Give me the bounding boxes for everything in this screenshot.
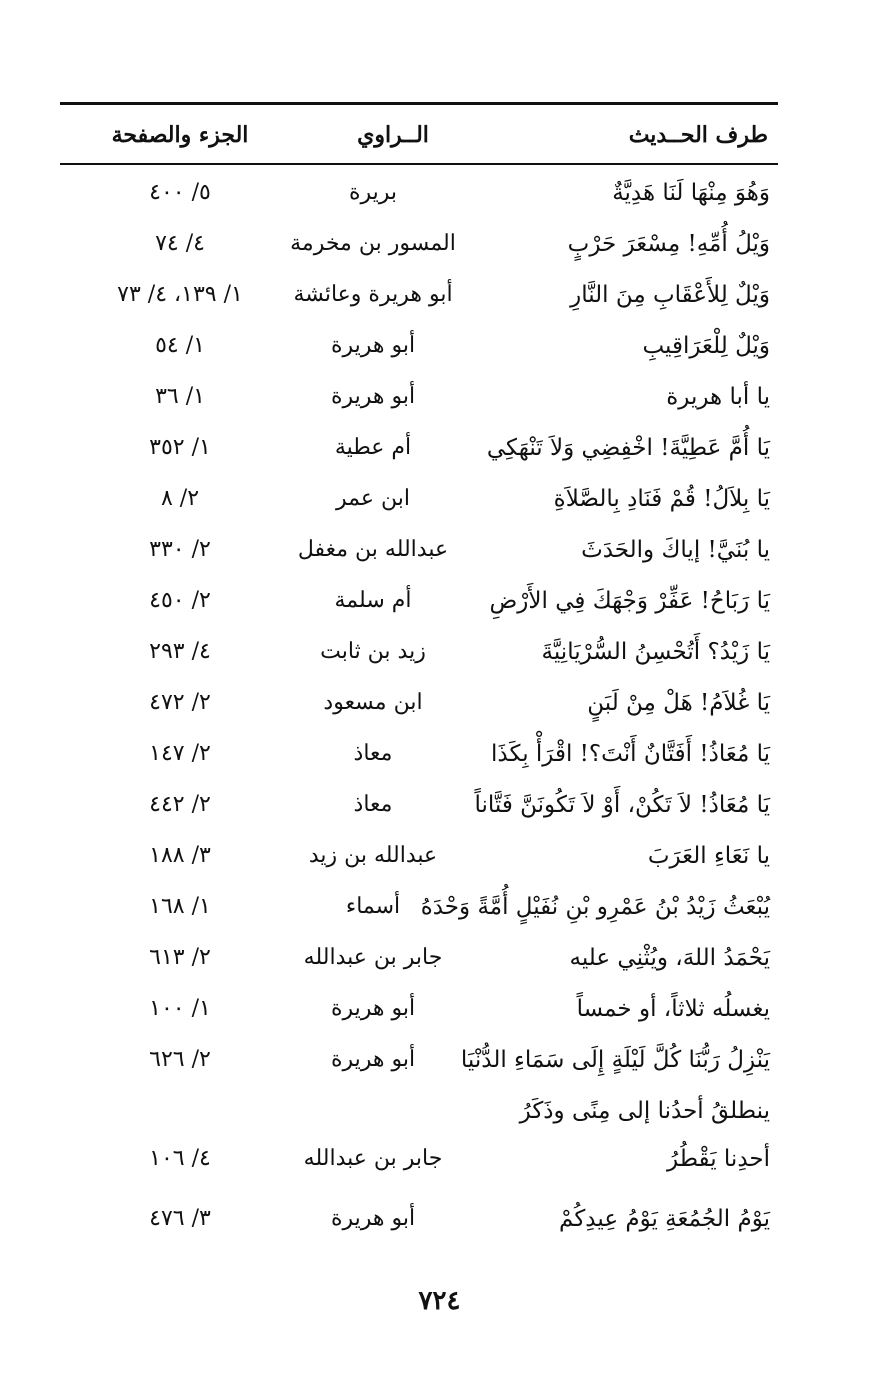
header-bottom-rule — [60, 163, 778, 165]
table-row — [60, 780, 778, 832]
hadith-text — [520, 1096, 770, 1174]
volume-page-ref: ٢/ ٤٧٢ — [149, 690, 211, 715]
table-row — [60, 219, 778, 271]
table-row — [60, 729, 778, 781]
hadith-text: يَا بِلاَلُ! قُمْ فَنَادِ بِالصَّلاَةِ — [553, 486, 770, 512]
rawi-name: جابر بن عبدالله — [303, 1146, 443, 1171]
hadith-text: يغسلُه ثلاثاً، أو خمساً — [576, 996, 770, 1022]
rawi-name: ابن مسعود — [323, 690, 423, 715]
rawi-name: أبو هريرة — [330, 384, 416, 409]
rawi-name: أبو هريرة وعائشة — [293, 282, 453, 307]
volume-page-ref: ٤/ ٢٩٣ — [149, 639, 211, 664]
table-row — [60, 933, 778, 985]
rawi-name: أم عطية — [334, 435, 412, 460]
rawi-name: ابن عمر — [336, 486, 410, 511]
volume-page-ref: ٢/ ٦٢٦ — [149, 1047, 211, 1072]
hadith-text: يَا مُعَاذُ! أَفَتَّانٌ أَنْتَ؟! اقْرَأْ بِكَذَا — [491, 741, 770, 767]
rawi-name: أبو هريرة — [330, 996, 416, 1021]
hadith-text: يَا رَبَاحُ! عَفِّرْ وَجْهَكَ فِي الأَرْضِ — [489, 588, 770, 614]
rawi-name: معاذ — [353, 741, 393, 766]
hadith-text: يا نَعَاءِ العَرَبَ — [647, 843, 770, 869]
rawi-name: أبو هريرة — [330, 1206, 416, 1231]
table-row — [60, 1194, 778, 1246]
table-row — [60, 1035, 778, 1087]
rawi-name: جابر بن عبدالله — [303, 945, 443, 970]
table-row — [60, 321, 778, 373]
rawi-name: أم سلمة — [334, 588, 412, 613]
table-row — [60, 423, 778, 475]
page-number: ٧٢٤ — [418, 1286, 461, 1316]
volume-page-ref: ٥/ ٤٠٠ — [149, 180, 211, 205]
table-row — [60, 1086, 778, 1186]
volume-page-ref: ٢/ ٦١٣ — [149, 945, 211, 970]
table-header — [60, 112, 778, 156]
table-row — [60, 576, 778, 628]
hadith-text: يَا غُلاَمُ! هَلْ مِنْ لَبَنٍ — [587, 690, 770, 716]
hadith-text-line1: ينطلقُ أحدُنا إلى مِنًى وذَكَرُ — [519, 1098, 770, 1124]
rawi-name: أبو هريرة — [330, 333, 416, 358]
hadith-text: يَنْزِلُ رَبُّنَا كُلَّ لَيْلَةٍ إِلَى سَمَاءِ الدُّنْيَا — [460, 1047, 770, 1073]
volume-page-ref: ٢/ ٣٣٠ — [149, 537, 211, 562]
volume-page-ref: ١/ ٣٦ — [155, 384, 205, 409]
volume-page-ref: ٣/ ٤٧٦ — [149, 1206, 211, 1231]
hadith-text: يُبْعَثُ زَيْدُ بْنُ عَمْرِو بْنِ نُفَيْلٍ أُمَّةً وَحْدَهُ — [420, 894, 770, 920]
rawi-name: بريرة — [348, 180, 398, 205]
volume-page-ref: ٤/ ١٠٦ — [149, 1146, 211, 1171]
table-row — [60, 882, 778, 934]
volume-page-ref: ١/ ١٦٨ — [149, 894, 211, 919]
volume-page-ref: ٢/ ٤٥٠ — [149, 588, 211, 613]
table-row — [60, 474, 778, 526]
rawi-name: معاذ — [353, 792, 393, 817]
table-row — [60, 627, 778, 679]
hadith-text: وَيْلٌ لِلْعَرَاقِيبِ — [642, 333, 770, 359]
rawi-name: زيد بن ثابت — [320, 639, 426, 664]
volume-page-ref: ١/ ٥٤ — [155, 333, 205, 358]
hadith-text: وَيْلٌ لِلأَعْقَابِ مِنَ النَّارِ — [570, 282, 770, 308]
rawi-name: أبو هريرة — [330, 1047, 416, 1072]
volume-page-ref: ٢/ ٨ — [160, 486, 200, 511]
hadith-text: يَا مُعَاذُ! لاَ تَكُنْ، أَوْ لاَ تَكُونَنَّ فَتَّاناً — [474, 792, 770, 818]
hadith-text-line2: أحدِنا يَقْطُرُ — [667, 1146, 770, 1172]
hadith-text: يَوْمُ الجُمُعَةِ يَوْمُ عِيدِكُمْ — [559, 1206, 770, 1232]
volume-page-ref: ٤/ ٧٤ — [155, 231, 205, 256]
volume-page-ref: ٢/ ٤٤٢ — [149, 792, 211, 817]
table-row — [60, 372, 778, 424]
hadith-text: يا أبا هريرة — [666, 384, 770, 410]
rawi-name: أسماء — [345, 894, 401, 919]
volume-page-ref: ١/ ٣٥٢ — [149, 435, 211, 460]
volume-page-ref: ٣/ ١٨٨ — [149, 843, 211, 868]
rawi-name: المسور بن مخرمة — [290, 231, 456, 256]
table-row — [60, 168, 778, 220]
rawi-name: عبدالله بن زيد — [308, 843, 438, 868]
hadith-text: يَا أُمَّ عَطِيَّةَ! اخْفِضِي وَلاَ تَنْهَكِي — [486, 435, 770, 461]
table-row — [60, 678, 778, 730]
header-hadith: طرف الحــديث — [628, 122, 768, 148]
hadith-text: يَا زَيْدُ؟ أَتُحْسِنُ السُّرْيَانِيَّةَ — [541, 639, 770, 665]
table-row — [60, 831, 778, 883]
volume-page-ref: ٢/ ١٤٧ — [149, 741, 211, 766]
hadith-text: يا بُنَيَّ! إياكَ والحَدَثَ — [581, 537, 770, 563]
volume-page-ref: ١/ ١٠٠ — [149, 996, 211, 1021]
volume-page-ref: ١/ ١٣٩، ٤/ ٧٣ — [117, 282, 243, 307]
table-row — [60, 984, 778, 1036]
rawi-name: عبدالله بن مغفل — [297, 537, 449, 562]
table-row — [60, 270, 778, 322]
header-top-rule — [60, 102, 778, 105]
hadith-text: وَهُوَ مِنْهَا لَنَا هَدِيَّةٌ — [612, 180, 770, 206]
hadith-text: وَيْلُ أُمِّهِ! مِسْعَرَ حَرْبٍ — [567, 231, 770, 257]
table-row — [60, 525, 778, 577]
header-volume-page: الجزء والصفحة — [111, 122, 249, 148]
hadith-text: يَحْمَدُ اللهَ، ويُثْنِي عليه — [569, 945, 770, 971]
header-rawi: الــراوي — [357, 122, 429, 148]
